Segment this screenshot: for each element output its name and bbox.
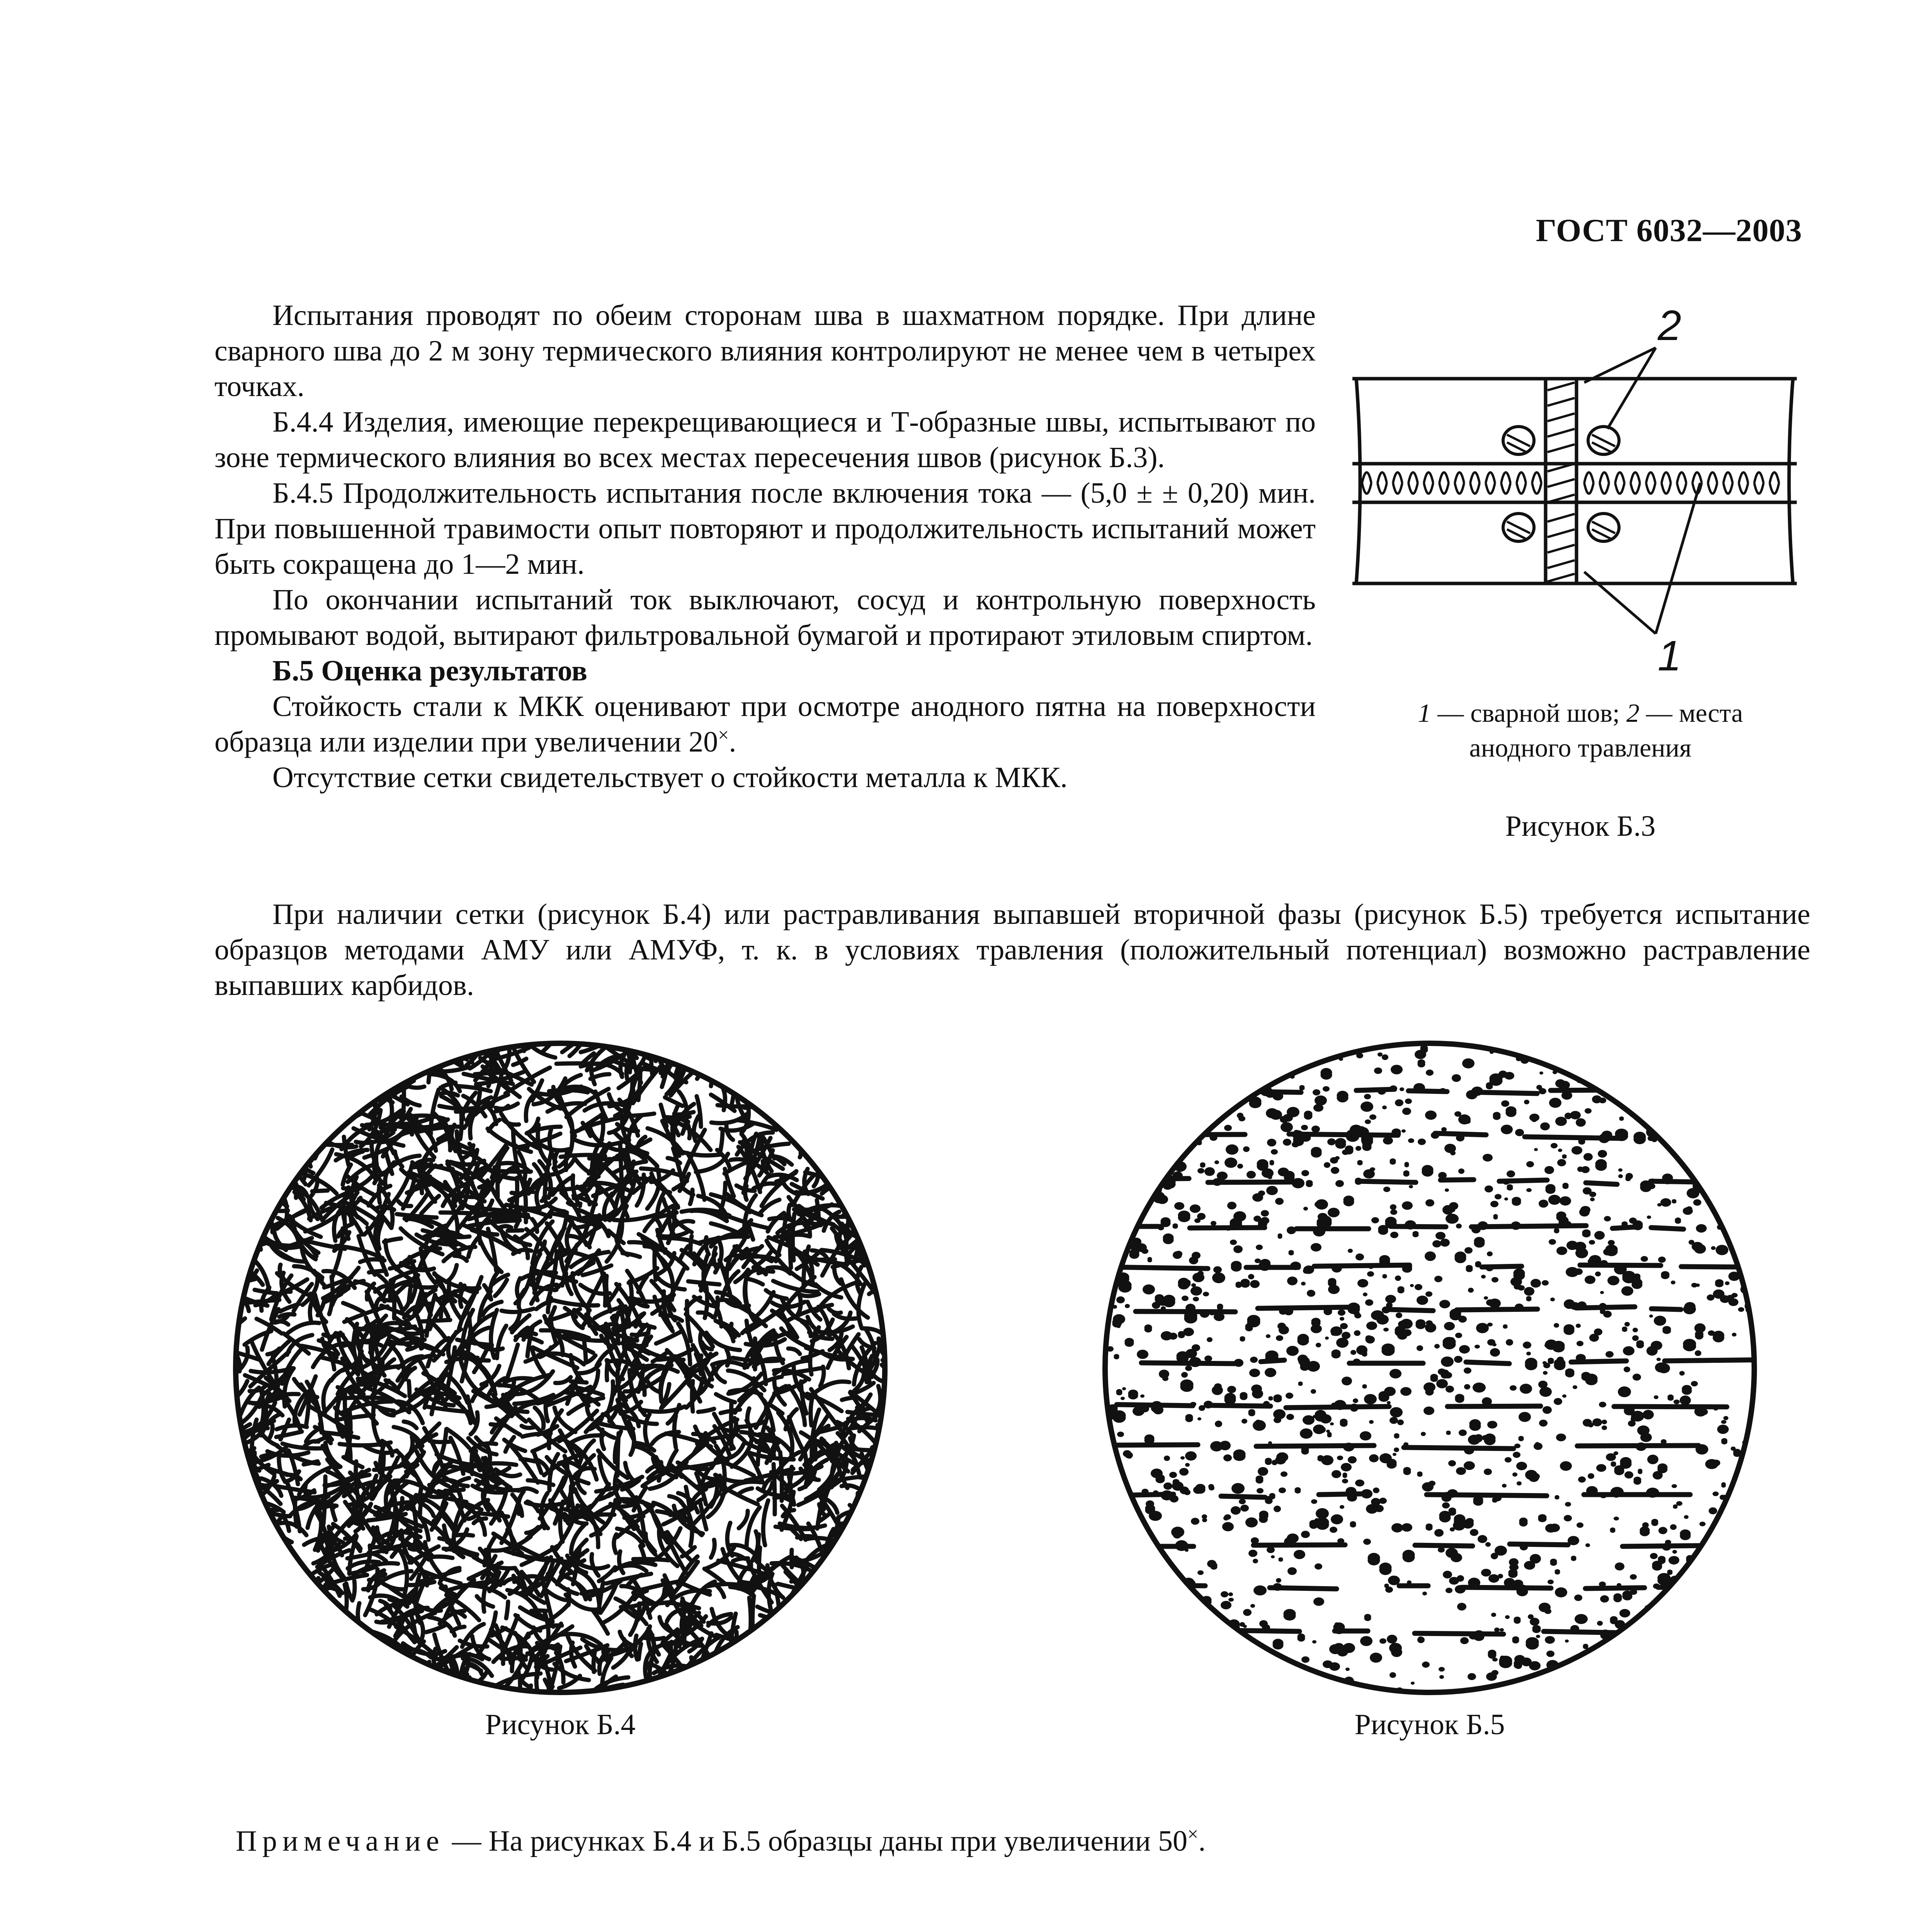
legend-text-1: — сварной шов; bbox=[1431, 698, 1626, 728]
grain-network-pattern bbox=[228, 1036, 893, 1700]
magnification-sign: × bbox=[718, 724, 729, 746]
note-paragraph bbox=[236, 1816, 1206, 1859]
figure-b3-title: Рисунок Б.3 bbox=[1505, 810, 1656, 842]
paragraph-test-sides: Испытания проводят по обеим сторонам шва в шахматном порядке. При длине сварного шва до 2 м зону термического влияния контролируют не менее чем в четырех точках. bbox=[214, 299, 1316, 403]
figure-b3-weld-diagram bbox=[1352, 301, 1797, 680]
figure-b4-micrograph bbox=[228, 1036, 893, 1700]
paragraph-test-end: По окончании испытаний ток выключают, сосуд и контрольную поверхность промывают водой, вытирают фильтровальной бумагой и протирают этиловым спиртом. bbox=[214, 583, 1316, 651]
plate-right-edge bbox=[1789, 379, 1793, 583]
body-text-column bbox=[214, 298, 1316, 795]
plate-left-edge bbox=[1356, 379, 1360, 583]
figure-b5-micrograph bbox=[1097, 1036, 1762, 1700]
secondary-phase-pattern bbox=[1097, 1036, 1762, 1700]
paragraph-resistance bbox=[214, 689, 1316, 760]
section-title-b5: Б.5 Оценка результатов bbox=[272, 655, 588, 687]
note-magnification-sign: × bbox=[1187, 1823, 1199, 1845]
figure-b4-title: Рисунок Б.4 bbox=[485, 1708, 636, 1741]
note-text: — На рисунках Б.4 и Б.5 образцы даны при увеличении 50 bbox=[444, 1825, 1188, 1857]
paragraph-no-grid: Отсутствие сетки свидетельствует о стойкости металла к МКК. bbox=[272, 761, 1068, 794]
grain-boundaries bbox=[228, 1036, 893, 1700]
note-lead: Примечание bbox=[236, 1825, 445, 1857]
legend-number-1: 1 bbox=[1418, 698, 1431, 728]
weld-seam-hatching bbox=[1362, 383, 1779, 582]
carbide-particles bbox=[1097, 1036, 1762, 1700]
note-end: . bbox=[1198, 1825, 1206, 1857]
legend-number-2: 2 bbox=[1626, 698, 1639, 728]
document-header: ГОСТ 6032—2003 bbox=[1536, 213, 1802, 248]
paragraph-resistance-end: . bbox=[729, 726, 736, 758]
paragraph-grid-present: При наличии сетки (рисунок Б.4) или растравливания выпавшей вторичной фазы (рисунок Б.5) требуется испытание образцов методами АМУ или АМУФ, т. к. в условиях травления (положительный потенциал) возможно растравление выпавших карбидов. bbox=[214, 898, 1810, 1002]
paragraph-b44: Б.4.4 Изделия, имеющие перекрещивающиеся и Т-образные швы, испытывают по зоне термического влияния во всех местах пересечения швов (рисунок Б.3). bbox=[214, 406, 1316, 474]
paragraph-resistance-text: Стойкость стали к МКК оценивают при осмотре анодного пятна на поверхности образца или изделии при увеличении 20 bbox=[214, 690, 1316, 758]
paragraph-b45: Б.4.5 Продолжительность испытания после включения тока — (5,0 ± ± 0,20) мин. При повышенной травимости опыт повторяют и продолжительность испытаний может быть сокращена до 1—2 мин. bbox=[214, 477, 1316, 580]
body-text-wide bbox=[214, 896, 1810, 1003]
callout-label-1: 1 bbox=[1658, 632, 1682, 680]
callout-label-2: 2 bbox=[1658, 302, 1682, 349]
figure-b3-legend bbox=[1368, 696, 1793, 765]
figure-b5-title: Рисунок Б.5 bbox=[1354, 1708, 1505, 1741]
legend-text-2: — места анодного травления bbox=[1469, 698, 1743, 762]
